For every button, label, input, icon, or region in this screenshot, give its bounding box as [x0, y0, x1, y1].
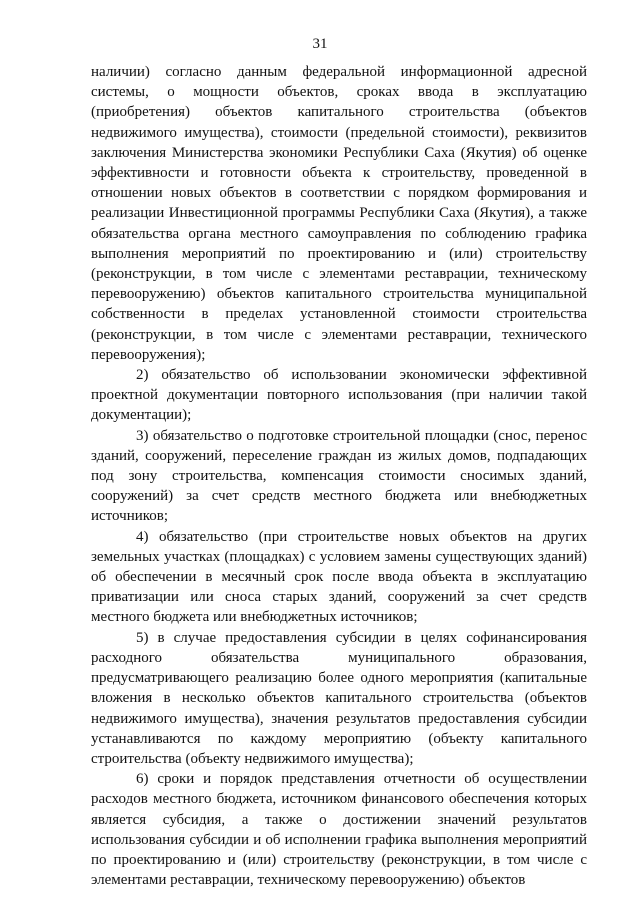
paragraph-continuation: наличии) согласно данным федеральной информационной адресной системы, о мощности объектов, сроках ввода в эксплуатацию (приобретения) объектов капитального строительства (объектов недвижимого имущества), стоимости (предельной стоимости), реквизитов заключения Министерства экономики Республики Саха (Якутия) об оценке эффективности и готовности объекта к строительству, проведенной в отношении новых объектов в соответствии с порядком формирования и реализации Инвестиционной программы Республики Саха (Якутия), а также обязательства органа местного самоуправления по соблюдению графика выполнения мероприятий по проектированию и (или) строительству (реконструкции, в том числе с элементами реставрации, техническому перевооружению) объектов капитального строительства муниципальной собственности в пределах установленной стоимости строительства (реконструкции, в том числе с элементами реставрации, технического перевооружения); [91, 64, 587, 363]
paragraph-item-5: 5) в случае предоставления субсидии в целях софинансирования расходного обязательства муниципального образования, предусматривающего реализацию более одного мероприятия (капитальные вложения в несколько объектов капитального строительства (объектов недвижимого имущества), значения результатов предоставления субсидии устанавливаются по каждому мероприятию (объекту капитального строительства (объекту недвижимого имущества); [91, 629, 587, 767]
page-number: 31 [312, 36, 328, 52]
paragraph-item-4: 4) обязательство (при строительстве новых объектов на других земельных участках (площадках) с условием замены существующих зданий) об обеспечении в месячный срок после ввода объекта в эксплуатацию приватизации или сноса старых зданий, сооружений за счет средств местного бюджета или внебюджетных источников; [91, 528, 587, 626]
document-body [91, 62, 587, 890]
paragraph-item-3: 3) обязательство о подготовке строительной площадки (снос, перенос зданий, сооружений, переселение граждан из жилых домов, подпадающих под зону строительства, компенсация стоимости сносимых зданий, сооружений) за счет средств местного бюджета или внебюджетных источников; [91, 427, 587, 525]
paragraph-item-6: 6) сроки и порядок представления отчетности об осуществлении расходов местного бюджета, источником финансового обеспечения которых является субсидия, а также о достижении значений результатов использования субсидии и об исполнении графика выполнения мероприятий по проектированию и (или) строительству (реконструкции, в том числе с элементами реставрации, техническому перевооружению) объектов [91, 771, 587, 889]
paragraph-item-2: 2) обязательство об использовании экономически эффективной проектной документации повторного использования (при наличии такой документации); [91, 367, 587, 424]
